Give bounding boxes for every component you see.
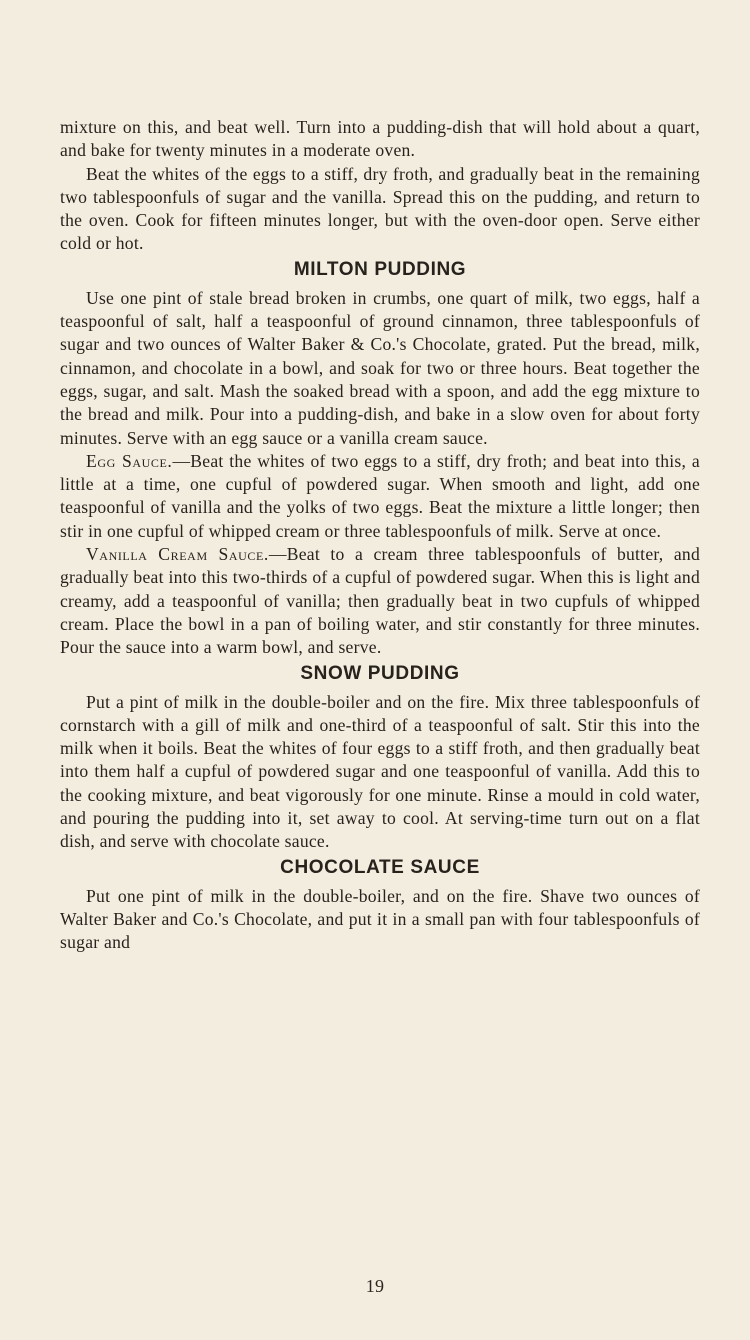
egg-sauce-lead: Egg Sauce. — [86, 450, 173, 471]
heading-snow-pudding: SNOW PUDDING — [300, 662, 460, 684]
paragraph-egg-sauce — [60, 450, 700, 543]
vanilla-cream-sauce-text: —Beat to a cream three tablespoonfuls of butter, and gradually beat into this two-thirds of a cupful of powdered sugar. When this is light and creamy, add a teaspoonful of vanilla; then gradually beat in two cupfuls of whipped cream. Place the bowl in a pan of boiling water, and stir constantly for three minutes. Pour the sauce into a warm bowl, and serve. — [60, 544, 700, 658]
paragraph-meringue: Beat the whites of the eggs to a stiff, dry froth, and gradually beat in the remaining two tablespoonfuls of sugar and the vanilla. Spread this on the pudding, and return to the oven. Cook for fifteen minutes longer, but with the oven-door open. Serve either cold or hot. — [60, 163, 700, 254]
egg-sauce-text: —Beat the whites of two eggs to a stiff, dry froth; and beat into this, a little at a time, one cupful of powdered sugar. When smooth and light, add one teaspoonful of vanilla and the yolks of two eggs. Beat the mixture a little longer; then stir in one cupful of whipped cream or three tablespoonfuls of milk. Serve at once. — [60, 450, 700, 541]
paragraph-milton-pudding: Use one pint of stale bread broken in crumbs, one quart of milk, two eggs, half a teaspoonful of salt, half a teaspoonful of ground cinnamon, three tablespoonfuls of sugar and two ounces of Walter Baker & Co.'s Chocolate, grated. Put the bread, milk, cinnamon, and chocolate in a bowl, and soak for two or three hours. Beat together the eggs, sugar, and salt. Mash the soaked bread with a spoon, and add the egg mixture to the bread and milk. Pour into a pudding-dish, and bake in a slow oven for about forty minutes. Serve with an egg sauce or a vanilla cream sauce. — [60, 287, 700, 448]
heading-chocolate-sauce: CHOCOLATE SAUCE — [280, 856, 480, 878]
paragraph-pudding-end: mixture on this, and beat well. Turn into a pudding-dish that will hold about a quart, and bake for twenty minutes in a moderate oven. — [60, 117, 700, 161]
heading-milton-pudding: MILTON PUDDING — [293, 258, 467, 280]
vanilla-cream-sauce-lead: Vanilla Cream Sauce. — [86, 544, 269, 565]
paragraph-snow-pudding: Put a pint of milk in the double-boiler and on the fire. Mix three tablespoonfuls of cornstarch with a gill of milk and one-third of a teaspoonful of salt. Stir this into the milk when it boils. Beat the whites of four eggs to a stiff froth, and then gradually beat into them half a cupful of powdered sugar and one teaspoonful of vanilla. Add this to the cooking mixture, and beat vigorously for one minute. Rinse a mould in cold water, and pouring the pudding into it, set away to cool. At serving-time turn out on a flat dish, and serve with chocolate sauce. — [60, 691, 700, 852]
page-number: 19 — [365, 1276, 385, 1296]
paragraph-chocolate-sauce: Put one pint of milk in the double-boiler, and on the fire. Shave two ounces of Walter Baker and Co.'s Chocolate, and put it in a small pan with four tablespoonfuls of sugar and — [60, 885, 700, 953]
paragraph-vanilla-cream-sauce — [60, 543, 700, 659]
